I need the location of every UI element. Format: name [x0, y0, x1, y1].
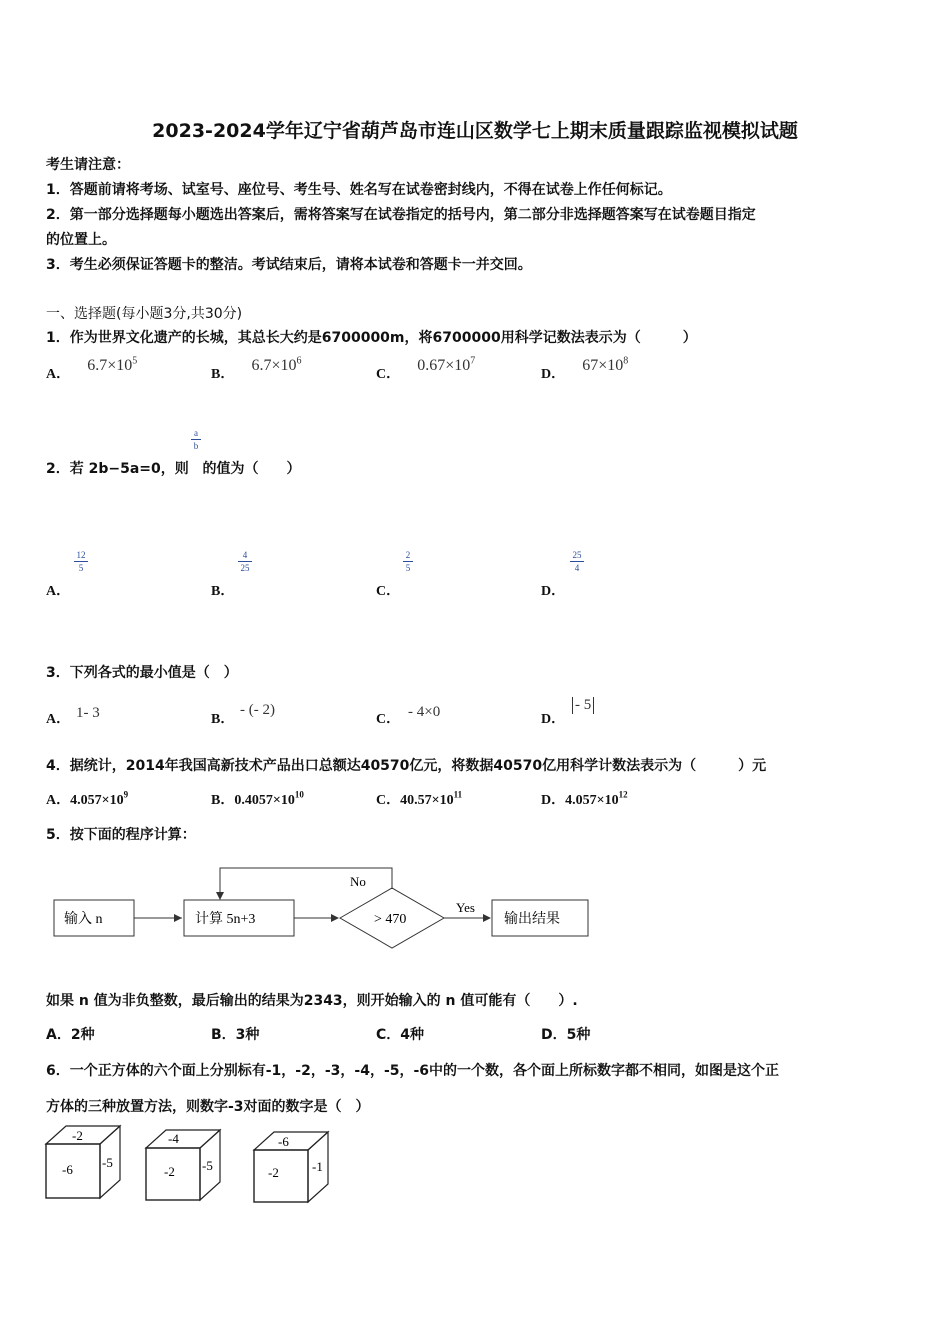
option-exponent: 8: [623, 355, 629, 367]
option-label: C．: [376, 712, 401, 727]
option-math: - 4×0: [408, 704, 441, 720]
notice-item: 的位置上。: [46, 232, 116, 248]
option-label: A．: [46, 793, 71, 808]
option-label: B．: [211, 1027, 236, 1043]
cube-face-top: -4: [168, 1131, 179, 1146]
option-label: B．: [211, 367, 235, 382]
option-text: 4种: [400, 1027, 425, 1043]
question-1-text: 1．作为世界文化遗产的长城，其总长大约是6700000m，将6700000用科学记数法表示为（ ）: [46, 330, 697, 346]
cube-face-front: -2: [268, 1165, 279, 1180]
option-math: 6.7×10: [87, 357, 133, 374]
q5-option-d: [541, 1024, 590, 1044]
question-5-text: 5．按下面的程序计算：: [46, 827, 196, 843]
question-2-text: [46, 458, 301, 478]
q4-option-c: [376, 789, 462, 809]
option-math: 0.4057×10: [234, 793, 295, 808]
option-math: - (- 2): [240, 702, 275, 718]
page-title: 2023-2024学年辽宁省葫芦岛市连山区数学七上期末质量跟踪监视模拟试题: [152, 120, 798, 142]
q4-option-a: [46, 789, 128, 809]
flowchart: [40, 860, 600, 950]
flow-yes-label: Yes: [456, 900, 475, 915]
notice-item: 2．第一部分选择题每小题选出答案后，需将答案写在试卷指定的括号内，第二部分非选择题答案写在试卷题目指定: [46, 207, 756, 223]
fraction-denominator: 5: [405, 563, 411, 573]
q4-option-b: [211, 789, 304, 809]
flow-condition-label: > 470: [374, 912, 407, 927]
fraction-denominator: b: [193, 441, 199, 451]
option-text: 3种: [235, 1027, 260, 1043]
question-6-line-1: 6．一个正方体的六个面上分别标有-1，-2，-3，-4，-5，-6中的一个数，各个面上所标数字都不相同，如图是这个正: [46, 1063, 780, 1079]
arrow-icon: [483, 914, 491, 922]
option-fraction: [570, 550, 584, 573]
cube-face-side: -1: [312, 1159, 323, 1174]
option-exponent: 10: [294, 789, 304, 800]
arrow-icon: [174, 914, 182, 922]
option-label: D．: [541, 793, 566, 808]
option-label: C．: [376, 793, 401, 808]
question-2-text-b: 的值为（ ）: [202, 461, 301, 477]
fraction-denominator: 4: [574, 563, 580, 573]
option-exponent: 11: [453, 789, 463, 800]
option-label: A．: [46, 712, 71, 727]
option-math: 1- 3: [76, 705, 100, 721]
q5-option-c: [376, 1024, 424, 1044]
flow-output-label: 输出结果: [504, 912, 560, 927]
option-fraction: [238, 550, 252, 573]
option-label: A．: [46, 584, 71, 599]
option-math: 6.7×10: [251, 357, 297, 374]
cube-face-side: -5: [202, 1158, 213, 1173]
option-exponent: 12: [618, 789, 628, 800]
q4-option-d: [541, 789, 628, 809]
fraction-numerator: 12: [76, 550, 86, 560]
option-label: C．: [376, 1027, 401, 1043]
cube-2: [146, 1130, 220, 1200]
fraction-denominator: 5: [78, 563, 84, 573]
option-exponent: 5: [132, 355, 138, 367]
cube-face-front: -6: [62, 1162, 73, 1177]
option-label: D．: [541, 367, 566, 382]
cube-diagrams: [40, 1122, 340, 1206]
cube-face-side: -5: [102, 1155, 113, 1170]
notice-heading: 考生请注意：: [46, 157, 130, 173]
flow-compute-label: 计算 5n+3: [195, 912, 256, 927]
option-exponent: 9: [123, 789, 129, 800]
q5-option-b: [211, 1024, 259, 1044]
option-math: 4.057×10: [70, 793, 124, 808]
cube-face-top: -6: [278, 1134, 289, 1149]
option-exponent: 6: [296, 355, 302, 367]
question-6-line-2: 方体的三种放置方法，则数字-3对面的数字是（ ）: [46, 1099, 370, 1115]
cube-face-top: -2: [72, 1128, 83, 1143]
option-label: B．: [211, 584, 235, 599]
option-label: B．: [211, 793, 235, 808]
section-heading: 一、选择题(每小题3分,共30分): [46, 306, 243, 322]
option-math: 0.67×10: [417, 357, 471, 374]
fraction-numerator: 25: [572, 550, 582, 560]
option-exponent: 7: [470, 355, 476, 367]
q1-option-b: [211, 355, 302, 383]
absolute-value: - 5: [572, 697, 594, 714]
option-text: 5种: [566, 1027, 591, 1043]
question-3-text: 3．下列各式的最小值是（ ）: [46, 665, 238, 681]
option-math: [572, 697, 594, 714]
option-math: 67×10: [582, 357, 624, 374]
fraction-numerator: a: [194, 428, 198, 438]
fraction-denominator: 25: [240, 563, 250, 573]
option-text: 2种: [70, 1027, 95, 1043]
option-label: C．: [376, 367, 401, 382]
notice-item: 1．答题前请将考场、试室号、座位号、考生号、姓名写在试卷密封线内，不得在试卷上作任何标记。: [46, 182, 672, 198]
option-label: D．: [541, 584, 566, 599]
q1-option-d: [541, 355, 629, 383]
cube-1: [46, 1126, 120, 1198]
fraction-numerator: 4: [242, 550, 248, 560]
flow-input-label: 输入 n: [64, 912, 103, 927]
cube-3: [254, 1132, 328, 1202]
q5-option-a: [46, 1024, 95, 1044]
flow-no-label: No: [350, 874, 366, 889]
option-label: B．: [211, 712, 235, 727]
option-label: C．: [376, 584, 401, 599]
question-2-text-a: 2．若 2b−5a=0，则: [46, 461, 189, 477]
question-4-text: 4．据统计，2014年我国高新技术产品出口总额达40570亿元，将数据40570亿用科学计数法表示为（ ）元: [46, 758, 767, 774]
arrow-icon: [216, 892, 224, 900]
option-label: D．: [541, 1027, 567, 1043]
notice-item: 3．考生必须保证答题卡的整洁。考试结束后，请将本试卷和答题卡一并交回。: [46, 257, 532, 273]
option-label: A．: [46, 1027, 71, 1043]
cube-face-front: -2: [164, 1164, 175, 1179]
question-5-question: 如果 n 值为非负整数，最后输出的结果为2343，则开始输入的 n 值可能有（ ）.: [46, 993, 578, 1009]
arrow-icon: [331, 914, 339, 922]
fraction-a-over-b: [191, 428, 201, 451]
q1-option-c: [376, 355, 476, 383]
option-math: 40.57×10: [400, 793, 454, 808]
option-label: A．: [46, 367, 71, 382]
q1-option-a: [46, 355, 138, 383]
option-label: D．: [541, 712, 566, 727]
option-math: 4.057×10: [565, 793, 619, 808]
option-fraction: [403, 550, 413, 573]
fraction-numerator: 2: [405, 550, 411, 560]
option-fraction: [74, 550, 88, 573]
